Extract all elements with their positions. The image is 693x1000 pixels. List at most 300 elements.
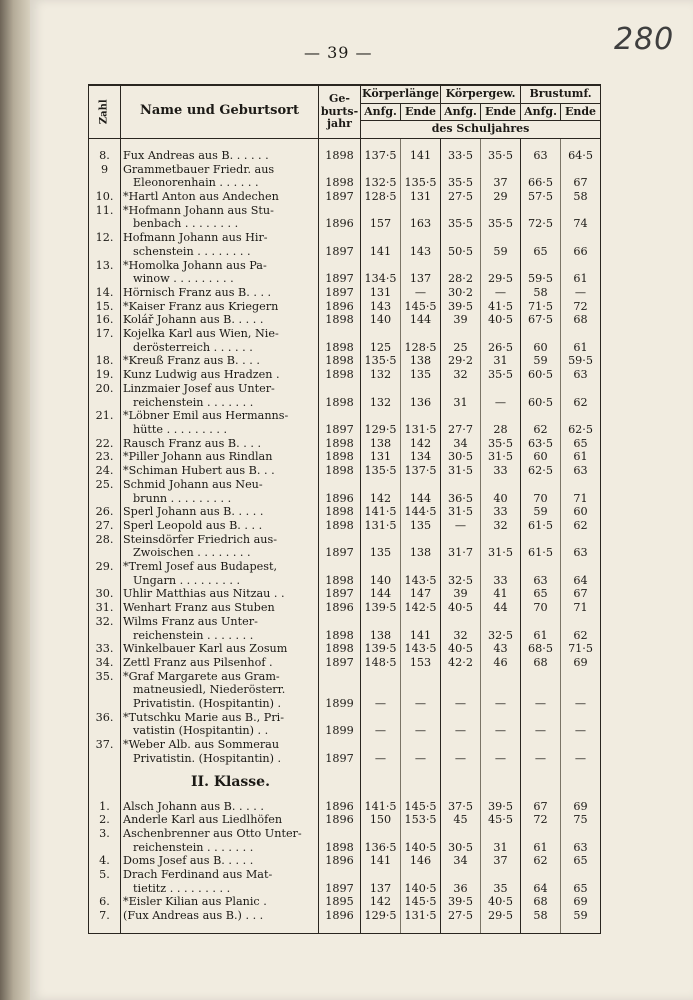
table-row — [89, 868, 601, 882]
row-name: reichenstein . . . . . . . — [121, 841, 319, 855]
row-value: 142 — [401, 437, 441, 451]
row-birth-year: 1898 — [319, 368, 361, 382]
row-value — [561, 231, 601, 245]
row-value: 142 — [361, 895, 401, 909]
row-value — [401, 409, 441, 423]
table-header — [89, 85, 601, 138]
table-body — [89, 138, 601, 933]
row-value — [521, 868, 561, 882]
row-value: 142 — [361, 492, 401, 506]
row-value: — — [481, 697, 521, 711]
row-value: 147 — [401, 587, 441, 601]
row-value — [481, 868, 521, 882]
row-value — [481, 231, 521, 245]
row-value: 70 — [521, 492, 561, 506]
row-value: 31·5 — [481, 450, 521, 464]
row-birth-year — [319, 382, 361, 396]
row-value: 36 — [441, 882, 481, 896]
row-birth-year: 1897 — [319, 752, 361, 766]
row-name: matneusiedl, Niederösterr. — [121, 683, 319, 697]
row-value — [561, 409, 601, 423]
row-value — [441, 409, 481, 423]
row-birth-year: 1898 — [319, 841, 361, 855]
row-birth-year: 1898 — [319, 464, 361, 478]
row-value — [401, 560, 441, 574]
row-value: 69 — [561, 895, 601, 909]
row-number: 21. — [89, 409, 121, 423]
row-value: 35·5 — [481, 217, 521, 231]
row-value: 140 — [361, 313, 401, 327]
header-sub: Ende — [481, 103, 521, 121]
table-row — [89, 882, 601, 896]
row-value: 28 — [481, 423, 521, 437]
row-number: 3. — [89, 827, 121, 841]
row-number: 23. — [89, 450, 121, 464]
row-value — [481, 533, 521, 547]
spacer-row — [89, 138, 601, 149]
row-value — [441, 683, 481, 697]
header-jahr: Ge- burts- jahr — [319, 85, 361, 138]
row-value — [401, 382, 441, 396]
table-row — [89, 231, 601, 245]
row-value: 39 — [441, 587, 481, 601]
row-value — [361, 827, 401, 841]
table-row — [89, 272, 601, 286]
row-number: 27. — [89, 519, 121, 533]
row-value: 31·5 — [441, 505, 481, 519]
row-birth-year: 1898 — [319, 505, 361, 519]
row-value: 138 — [361, 437, 401, 451]
table-row — [89, 519, 601, 533]
row-name: *Treml Josef aus Budapest, — [121, 560, 319, 574]
row-name: benbach . . . . . . . . — [121, 217, 319, 231]
row-value: 144·5 — [401, 505, 441, 519]
row-birth-year: 1899 — [319, 697, 361, 711]
row-number — [89, 272, 121, 286]
row-number: 18. — [89, 354, 121, 368]
row-value: 27·5 — [441, 190, 481, 204]
row-value: 26·5 — [481, 341, 521, 355]
row-birth-year: 1897 — [319, 245, 361, 259]
row-value: 139·5 — [361, 601, 401, 615]
row-birth-year: 1897 — [319, 656, 361, 670]
row-value: — — [521, 752, 561, 766]
row-value: 129·5 — [361, 909, 401, 923]
row-value: 131 — [361, 286, 401, 300]
row-value — [521, 478, 561, 492]
row-number — [89, 629, 121, 643]
row-value — [521, 163, 561, 177]
row-birth-year: 1898 — [319, 574, 361, 588]
header-zahl: Zahl — [89, 85, 121, 138]
table-row — [89, 382, 601, 396]
row-value: 140·5 — [401, 882, 441, 896]
row-number — [89, 752, 121, 766]
row-value: 67 — [561, 587, 601, 601]
table-row — [89, 176, 601, 190]
row-value: — — [361, 724, 401, 738]
row-value — [481, 327, 521, 341]
row-value — [401, 868, 441, 882]
row-value: 75 — [561, 813, 601, 827]
row-value: 146 — [401, 854, 441, 868]
row-birth-year: 1897 — [319, 272, 361, 286]
row-value: 135 — [401, 519, 441, 533]
row-value — [361, 738, 401, 752]
table-row — [89, 313, 601, 327]
table-row — [89, 396, 601, 410]
row-number: 2. — [89, 813, 121, 827]
row-value: 131·5 — [401, 909, 441, 923]
row-value: 40·5 — [441, 642, 481, 656]
table-row — [89, 327, 601, 341]
row-value — [521, 231, 561, 245]
row-value — [481, 670, 521, 684]
table-row — [89, 909, 601, 923]
row-value: 33 — [481, 505, 521, 519]
row-value — [481, 409, 521, 423]
row-name: Linzmaier Josef aus Unter- — [121, 382, 319, 396]
row-value — [561, 259, 601, 273]
row-value — [401, 327, 441, 341]
row-birth-year: 1898 — [319, 450, 361, 464]
row-value — [481, 259, 521, 273]
table-row — [89, 505, 601, 519]
row-value: 63 — [521, 574, 561, 588]
table-row — [89, 724, 601, 738]
row-value: 28·2 — [441, 272, 481, 286]
row-birth-year — [319, 670, 361, 684]
row-name: Fux Andreas aus B. . . . . . — [121, 149, 319, 163]
row-value — [401, 204, 441, 218]
row-value — [521, 827, 561, 841]
spacer-row — [89, 923, 601, 934]
row-birth-year — [319, 533, 361, 547]
row-birth-year: 1896 — [319, 300, 361, 314]
row-number: 37. — [89, 738, 121, 752]
table-row — [89, 587, 601, 601]
row-value: 62 — [561, 629, 601, 643]
row-value — [361, 259, 401, 273]
row-value: 69 — [561, 800, 601, 814]
row-value: 30·2 — [441, 286, 481, 300]
row-birth-year — [319, 868, 361, 882]
row-number: 33. — [89, 642, 121, 656]
row-number: 6. — [89, 895, 121, 909]
row-value: 136·5 — [361, 841, 401, 855]
row-name: Sperl Johann aus B. . . . . — [121, 505, 319, 519]
row-birth-year — [319, 409, 361, 423]
row-birth-year: 1897 — [319, 286, 361, 300]
row-value: 65 — [521, 245, 561, 259]
row-birth-year: 1899 — [319, 724, 361, 738]
table-row — [89, 656, 601, 670]
row-value: 138 — [401, 354, 441, 368]
page-number: — 39 — — [304, 43, 373, 62]
row-value — [401, 533, 441, 547]
table-row — [89, 800, 601, 814]
table-row — [89, 163, 601, 177]
row-value: 40·5 — [481, 313, 521, 327]
header-koerperlaenge: Körperlänge — [361, 85, 441, 103]
row-value: 31 — [441, 396, 481, 410]
header-schuljahr: des Schuljahres — [361, 121, 601, 139]
row-value: 59 — [561, 909, 601, 923]
row-value — [361, 670, 401, 684]
table-row — [89, 574, 601, 588]
row-name: Schmid Johann aus Neu- — [121, 478, 319, 492]
row-number — [89, 697, 121, 711]
row-birth-year — [319, 204, 361, 218]
row-value: 60 — [521, 341, 561, 355]
row-number — [89, 546, 121, 560]
row-name: Kolář Johann aus B. . . . . — [121, 313, 319, 327]
table-row — [89, 697, 601, 711]
table-row — [89, 190, 601, 204]
table-row — [89, 738, 601, 752]
row-number — [89, 574, 121, 588]
row-value: 143·5 — [401, 642, 441, 656]
row-value: 59 — [521, 505, 561, 519]
row-value: 39 — [441, 313, 481, 327]
row-birth-year — [319, 683, 361, 697]
row-value: 32·5 — [481, 629, 521, 643]
row-value — [441, 204, 481, 218]
row-value — [361, 409, 401, 423]
row-name: (Fux Andreas aus B.) . . . — [121, 909, 319, 923]
row-value: 36·5 — [441, 492, 481, 506]
row-value — [561, 327, 601, 341]
row-name: Sperl Leopold aus B. . . . — [121, 519, 319, 533]
row-birth-year: 1897 — [319, 587, 361, 601]
row-value: — — [441, 724, 481, 738]
row-value — [441, 868, 481, 882]
row-birth-year: 1896 — [319, 813, 361, 827]
row-birth-year: 1898 — [319, 149, 361, 163]
row-value: 128·5 — [361, 190, 401, 204]
row-value — [521, 259, 561, 273]
row-value: 140·5 — [401, 841, 441, 855]
row-name: Winkelbauer Karl aus Zosum — [121, 642, 319, 656]
row-value — [561, 533, 601, 547]
row-value: — — [521, 724, 561, 738]
row-name: Kunz Ludwig aus Hradzen . — [121, 368, 319, 382]
row-value: 32 — [441, 368, 481, 382]
row-birth-year: 1898 — [319, 519, 361, 533]
header-sub: Anfg. — [361, 103, 401, 121]
row-value: — — [521, 697, 561, 711]
row-value: 138 — [361, 629, 401, 643]
row-value: 132 — [361, 368, 401, 382]
row-value: 132 — [361, 396, 401, 410]
row-value: 141·5 — [361, 800, 401, 814]
row-value: — — [481, 752, 521, 766]
row-number: 25. — [89, 478, 121, 492]
row-value: 135·5 — [361, 464, 401, 478]
row-value: 137 — [361, 882, 401, 896]
row-value: 34 — [441, 437, 481, 451]
row-value: — — [441, 697, 481, 711]
row-birth-year — [319, 231, 361, 245]
row-value: 35·5 — [441, 217, 481, 231]
table-row — [89, 601, 601, 615]
row-value: 71·5 — [521, 300, 561, 314]
row-value: 66·5 — [521, 176, 561, 190]
row-number — [89, 176, 121, 190]
row-number — [89, 492, 121, 506]
row-value: 72 — [521, 813, 561, 827]
row-name: Aschenbrenner aus Otto Unter- — [121, 827, 319, 841]
row-value: 39·5 — [441, 300, 481, 314]
row-value: — — [481, 286, 521, 300]
row-value: 69 — [561, 656, 601, 670]
row-value: 141 — [361, 245, 401, 259]
row-name: tietitz . . . . . . . . . — [121, 882, 319, 896]
table-row — [89, 245, 601, 259]
row-value: 31 — [481, 354, 521, 368]
row-value: — — [361, 697, 401, 711]
row-value: — — [561, 697, 601, 711]
row-name: Zettl Franz aus Pilsenhof . — [121, 656, 319, 670]
row-name: *Schiman Hubert aus B. . . — [121, 464, 319, 478]
row-number: 5. — [89, 868, 121, 882]
student-measurements-table — [88, 84, 601, 934]
row-name: Eleonorenhain . . . . . . — [121, 176, 319, 190]
row-number: 22. — [89, 437, 121, 451]
row-value: 31 — [481, 841, 521, 855]
row-value: 72·5 — [521, 217, 561, 231]
row-birth-year: 1898 — [319, 354, 361, 368]
row-value — [441, 670, 481, 684]
row-value: 134 — [401, 450, 441, 464]
table-row — [89, 629, 601, 643]
row-number: 14. — [89, 286, 121, 300]
row-value: 61 — [561, 272, 601, 286]
row-value: 32·5 — [441, 574, 481, 588]
row-birth-year: 1898 — [319, 437, 361, 451]
row-value: 148·5 — [361, 656, 401, 670]
table-row — [89, 423, 601, 437]
row-value — [401, 259, 441, 273]
row-value: 163 — [401, 217, 441, 231]
row-number — [89, 724, 121, 738]
row-name: Hörnisch Franz aus B. . . . — [121, 286, 319, 300]
row-value — [561, 478, 601, 492]
class-heading-row — [89, 766, 601, 800]
row-value: 140 — [361, 574, 401, 588]
row-value: — — [401, 697, 441, 711]
row-value: 137·5 — [401, 464, 441, 478]
row-birth-year — [319, 560, 361, 574]
row-name: reichenstein . . . . . . . — [121, 629, 319, 643]
row-value: 35·5 — [481, 437, 521, 451]
row-value: 58 — [521, 286, 561, 300]
table-row — [89, 560, 601, 574]
row-value: 68 — [521, 656, 561, 670]
row-number: 31. — [89, 601, 121, 615]
row-number — [89, 841, 121, 855]
row-value: 144 — [361, 587, 401, 601]
row-value: 62 — [521, 423, 561, 437]
row-value — [441, 738, 481, 752]
row-birth-year — [319, 711, 361, 725]
row-value: 71 — [561, 601, 601, 615]
row-number: 20. — [89, 382, 121, 396]
table-row — [89, 546, 601, 560]
row-number — [89, 423, 121, 437]
row-value: 27·7 — [441, 423, 481, 437]
row-value: 59·5 — [561, 354, 601, 368]
row-value: 32 — [481, 519, 521, 533]
row-value: 65 — [561, 854, 601, 868]
row-value — [361, 478, 401, 492]
row-value — [481, 382, 521, 396]
row-birth-year: 1897 — [319, 190, 361, 204]
row-value — [401, 683, 441, 697]
table-row — [89, 492, 601, 506]
row-name: Uhlir Matthias aus Nitzau . . — [121, 587, 319, 601]
row-value — [441, 231, 481, 245]
row-value: 65 — [561, 437, 601, 451]
row-value — [561, 683, 601, 697]
book-spine — [0, 0, 30, 1000]
row-value: 37 — [481, 176, 521, 190]
row-value: 141 — [401, 149, 441, 163]
row-value — [521, 327, 561, 341]
row-value: 39·5 — [441, 895, 481, 909]
row-value — [561, 163, 601, 177]
row-birth-year: 1897 — [319, 882, 361, 896]
row-value — [361, 711, 401, 725]
row-name: hütte . . . . . . . . . — [121, 423, 319, 437]
row-name: *Piller Johann aus Rindlan — [121, 450, 319, 464]
row-value: 131 — [361, 450, 401, 464]
row-value: 131·5 — [401, 423, 441, 437]
row-value: 45 — [441, 813, 481, 827]
row-birth-year: 1898 — [319, 642, 361, 656]
row-number: 28. — [89, 533, 121, 547]
row-value: 153·5 — [401, 813, 441, 827]
row-birth-year: 1896 — [319, 601, 361, 615]
row-value: — — [481, 724, 521, 738]
row-value — [481, 738, 521, 752]
header-brustumfang: Brustumf. — [521, 85, 601, 103]
row-name: Alsch Johann aus B. . . . . — [121, 800, 319, 814]
row-value: 145·5 — [401, 895, 441, 909]
row-name: *Weber Alb. aus Sommerau — [121, 738, 319, 752]
row-value: 143 — [401, 245, 441, 259]
row-value — [361, 231, 401, 245]
row-name: brunn . . . . . . . . . — [121, 492, 319, 506]
row-value: — — [561, 752, 601, 766]
row-value: 45·5 — [481, 813, 521, 827]
row-value: 143 — [361, 300, 401, 314]
row-value: 58 — [561, 190, 601, 204]
row-name: *Kreuß Franz aus B. . . . — [121, 354, 319, 368]
class-heading: II. Klasse. — [121, 766, 319, 800]
row-value — [361, 868, 401, 882]
row-value: 37 — [481, 854, 521, 868]
table-row — [89, 409, 601, 423]
row-value — [481, 615, 521, 629]
row-name: schenstein . . . . . . . . — [121, 245, 319, 259]
row-value: 40·5 — [481, 895, 521, 909]
row-value: 141·5 — [361, 505, 401, 519]
row-value: 63 — [521, 149, 561, 163]
row-value: 27·5 — [441, 909, 481, 923]
row-name: Kojelka Karl aus Wien, Nie- — [121, 327, 319, 341]
row-value: 64 — [521, 882, 561, 896]
